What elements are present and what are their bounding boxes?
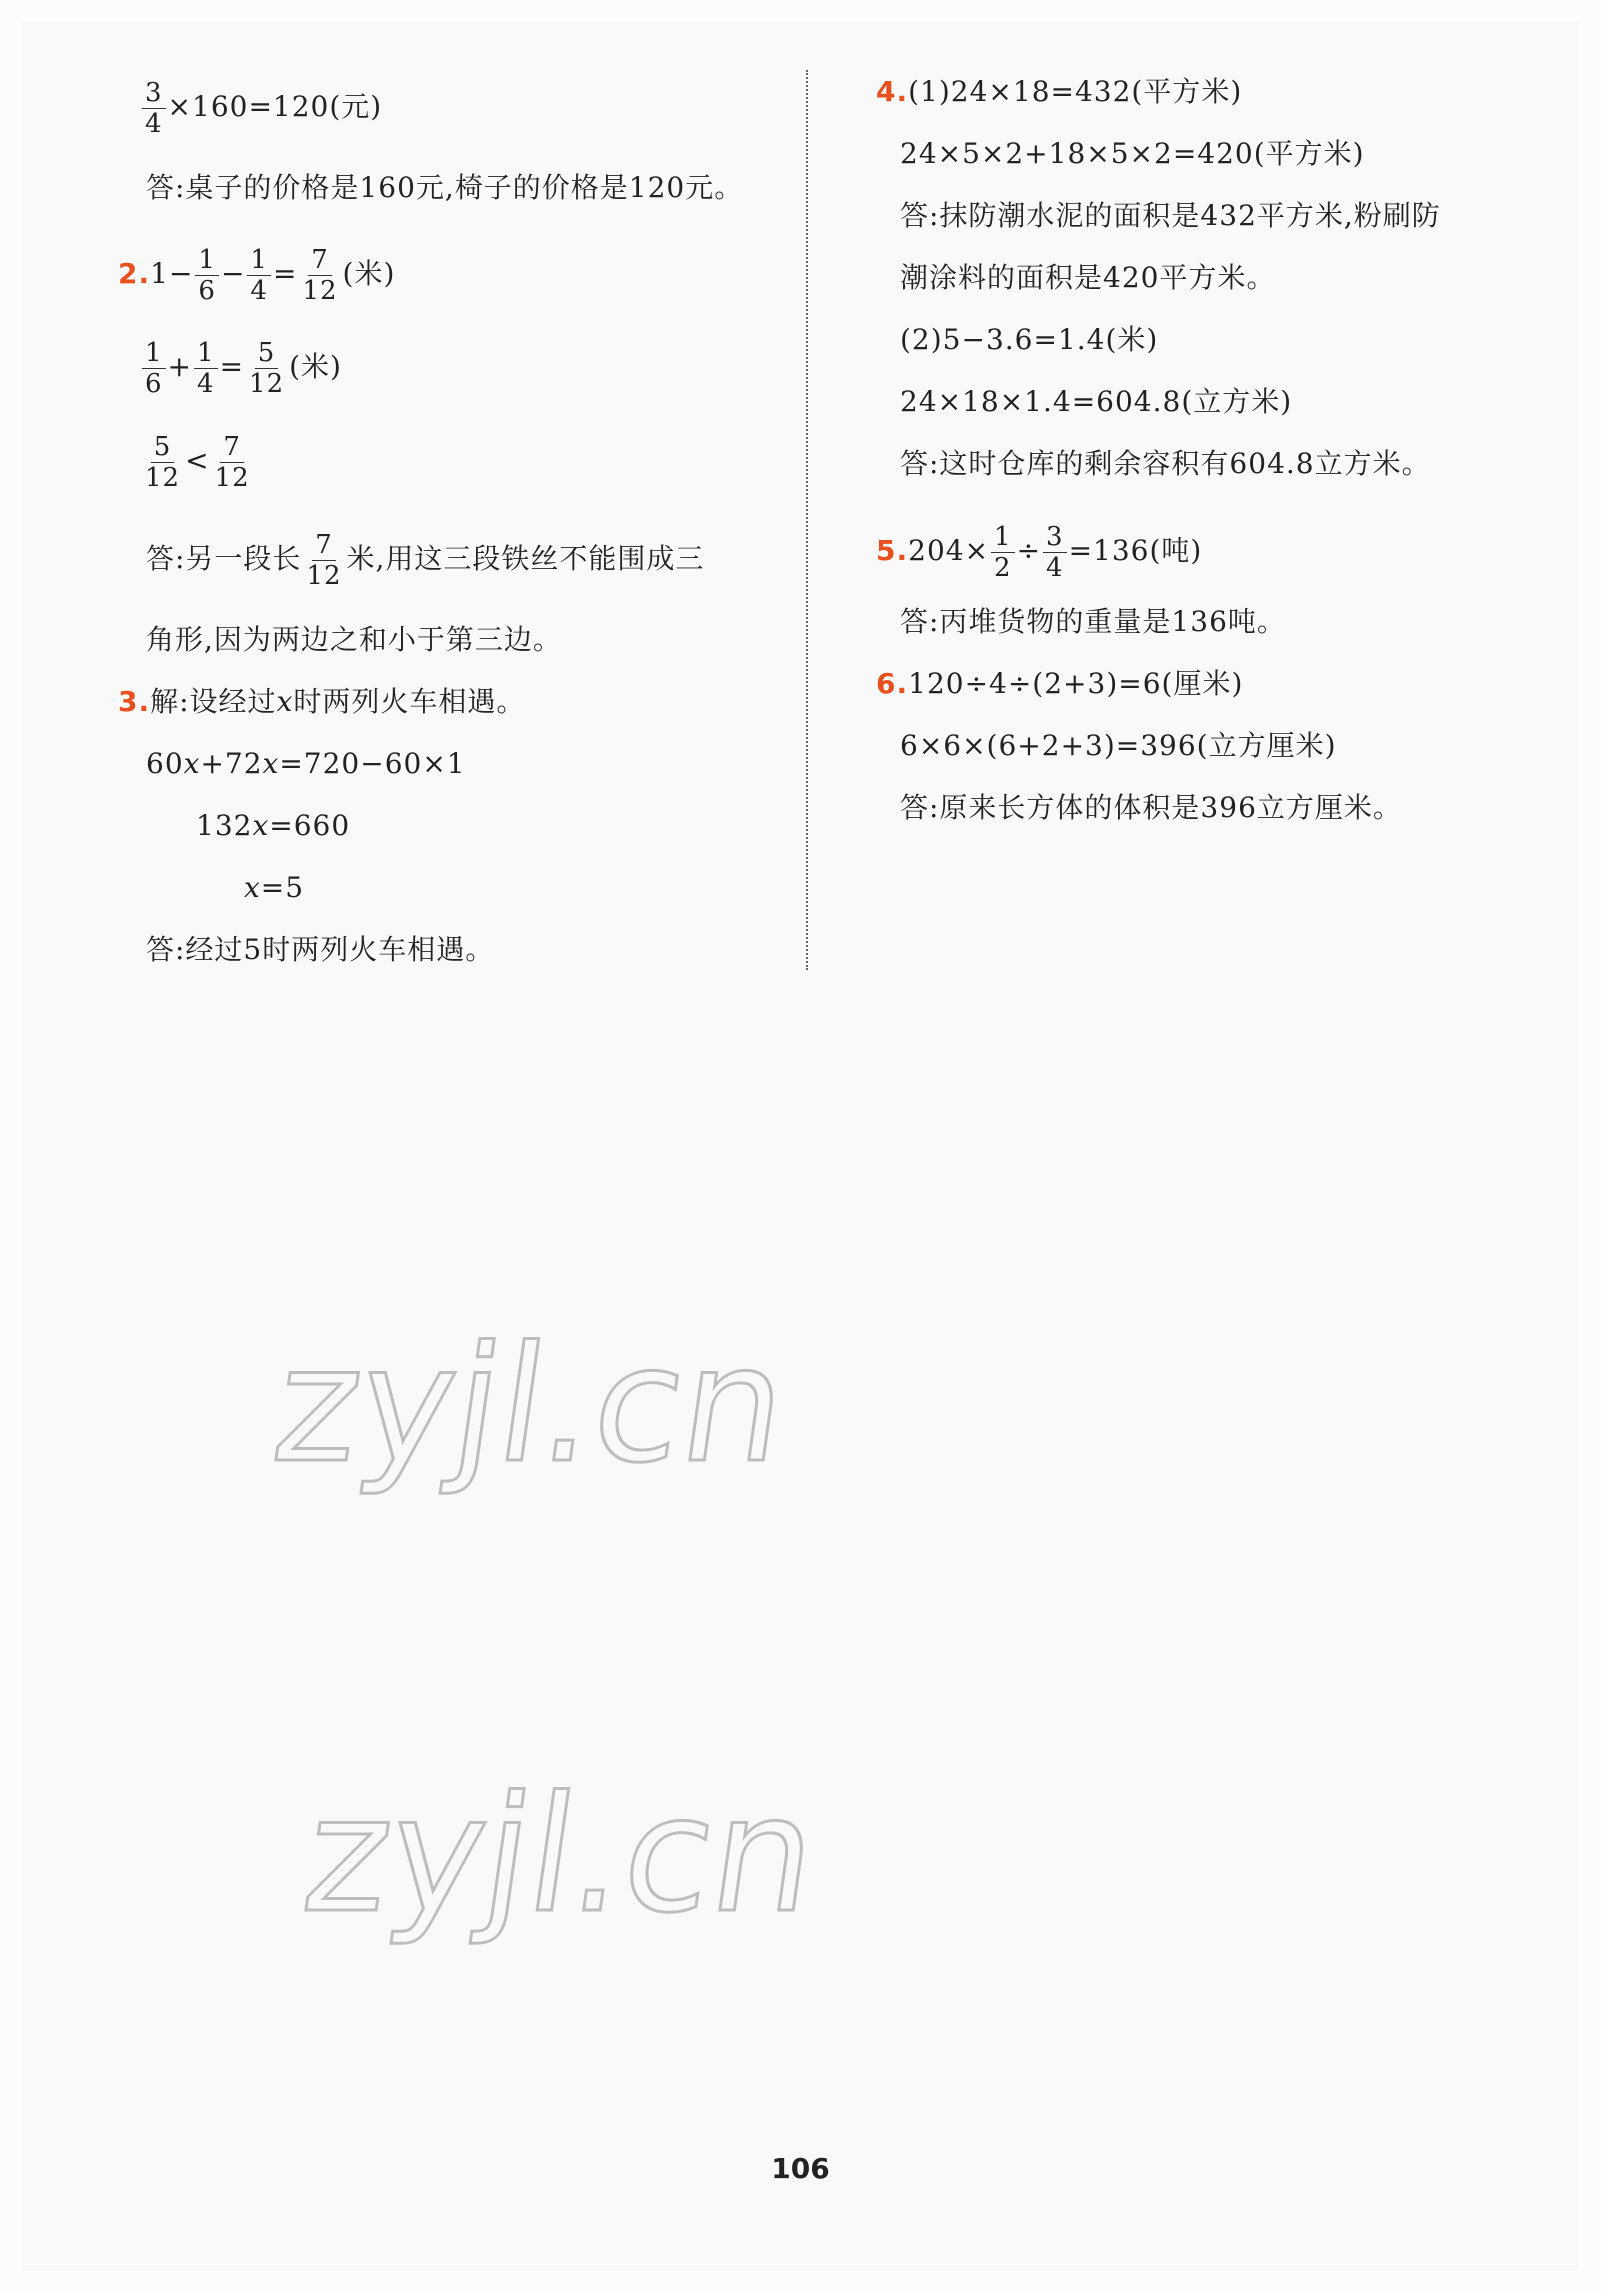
q2-answer-line-1: 答:另一段长 $\frac{7}{12}$ 米,用这三段铁丝不能围成三: [146, 530, 705, 591]
svg-text:zyjl.cn: zyjl.cn: [293, 1761, 828, 1948]
q4-line-5: (2)5−3.6=1.4(米): [900, 323, 1159, 356]
q3-line-4: x=5: [244, 871, 305, 904]
page-number: 106: [771, 2152, 830, 2185]
column-divider: [806, 70, 808, 970]
watermark-logo: [293, 1761, 828, 1948]
question-number: 4.: [876, 75, 909, 108]
q6-line-1: 6.120÷4÷(2+3)=6(厘米): [876, 667, 1244, 700]
left-line-1: $\frac{3}{4}$ ×160=120(元): [140, 78, 382, 139]
q3-line-2: 60x+72x=720−60×1: [146, 747, 466, 780]
svg-text:zyjl.cn: zyjl.cn: [263, 1311, 798, 1498]
question-number: 5.: [876, 534, 909, 567]
q3-line-1: 3.解:设经过x时两列火车相遇。: [118, 685, 526, 718]
question-number: 2.: [118, 257, 151, 290]
q4-line-1: 4.(1)24×18=432(平方米): [876, 75, 1243, 108]
q4-line-3: 答:抹防潮水泥的面积是432平方米,粉刷防: [900, 199, 1441, 232]
fraction: $\frac{3}{4}$: [142, 78, 166, 139]
question-number: 3.: [118, 685, 151, 718]
q4-line-7: 答:这时仓库的剩余容积有604.8立方米。: [900, 447, 1431, 480]
q4-line-4: 潮涂料的面积是420平方米。: [900, 261, 1276, 294]
q4-line-2: 24×5×2+18×5×2=420(平方米): [900, 137, 1365, 170]
q2-line-2: $\frac{1}{6}$ + $\frac{1}{4}$ = $\frac{5}{12}$ (米): [140, 338, 342, 399]
q5-line-1: 5.204× $\frac{1}{2}$ ÷ $\frac{3}{4}$ =136(吨): [876, 522, 1203, 583]
q2-line-3: $\frac{5}{12}$ < $\frac{7}{12}$: [145, 432, 250, 493]
q2-line-1: 2.1− $\frac{1}{6}$ − $\frac{1}{4}$ = $\frac{7}{12}$ (米): [118, 245, 396, 306]
q6-answer: 答:原来长方体的体积是396立方厘米。: [900, 791, 1402, 824]
q4-line-6: 24×18×1.4=604.8(立方米): [900, 385, 1293, 418]
q3-line-3: 132x=660: [196, 809, 351, 842]
question-number: 6.: [876, 667, 909, 700]
left-answer-1: 答:桌子的价格是160元,椅子的价格是120元。: [146, 171, 744, 204]
q2-answer-line-2: 角形,因为两边之和小于第三边。: [146, 623, 562, 656]
q6-line-2: 6×6×(6+2+3)=396(立方厘米): [900, 729, 1337, 762]
q3-answer: 答:经过5时两列火车相遇。: [146, 933, 495, 966]
watermark-logo: [263, 1311, 798, 1498]
q5-answer: 答:丙堆货物的重量是136吨。: [900, 605, 1286, 638]
